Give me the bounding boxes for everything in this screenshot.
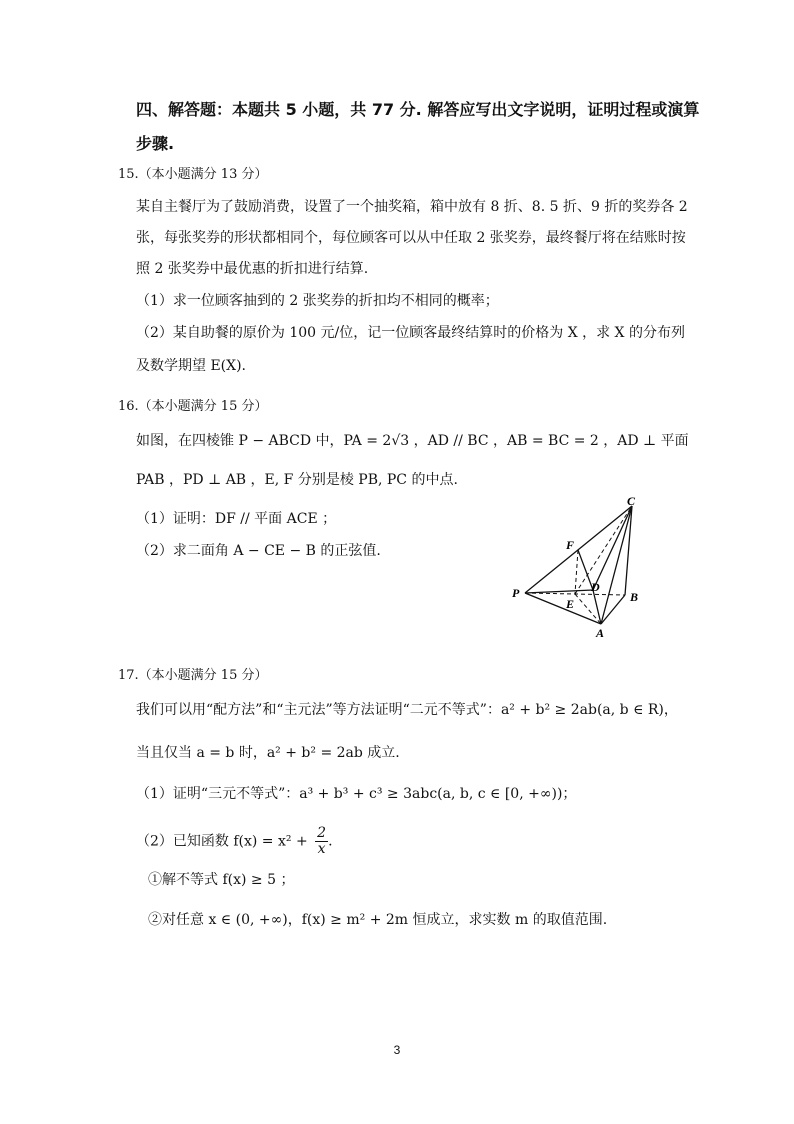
- q17-subpart1: ①解不等式 f(x) ≥ 5 ；: [148, 872, 295, 888]
- q16-heading: 16.（本小题满分 15 分）: [118, 399, 268, 414]
- label-a: A: [596, 626, 605, 640]
- q15-text-line3: 照 2 张奖券中最优惠的折扣进行结算.: [136, 261, 369, 277]
- q17-subpart2: ②对任意 x ∈ (0, +∞)，f(x) ≥ m² + 2m 恒成立，求实数 m 的取值范围.: [148, 912, 608, 928]
- q17-part2: [136, 826, 333, 857]
- q17-heading: 17.（本小题满分 15 分）: [118, 668, 268, 683]
- label-f: F: [566, 538, 575, 552]
- label-c: C: [627, 495, 636, 508]
- section-heading-line2: 步骤.: [136, 134, 175, 153]
- q15-text-line2: 张，每张奖券的形状都相同个，每位顾客可以从中任取 2 张奖券，最终餐厅将在结账时按: [136, 230, 686, 246]
- edge-pa: [525, 593, 601, 624]
- edge-ad: [593, 590, 601, 624]
- q16-text-line1: 如图，在四棱锥 P − ABCD 中，PA = 2√3 ，AD // BC ，AB = BC = 2 ，AD ⊥ 平面: [136, 433, 689, 449]
- q16-part2: （2）求二面角 A − CE − B 的正弦值.: [136, 543, 381, 559]
- label-b: B: [630, 590, 639, 604]
- q15-part1: （1）求一位顾客抽到的 2 张奖券的折扣均不相同的概率；: [136, 293, 499, 309]
- q17-text-line2: 当且仅当 a = b 时，a² + b² = 2ab 成立.: [136, 745, 400, 761]
- edge-pd: [525, 590, 593, 593]
- q15-part2-cont: 及数学期望 E(X).: [136, 358, 247, 374]
- page-number: 3: [393, 1043, 401, 1057]
- q16-text-line2: PAB ，PD ⊥ AB ，E, F 分别是棱 PB, PC 的中点.: [136, 472, 458, 488]
- section-heading-line1: 四、解答题：本题共 5 小题，共 77 分. 解答应写出文字说明，证明过程或演算: [136, 100, 700, 119]
- edge-fe-hidden: [575, 550, 578, 594]
- period: .: [328, 833, 333, 850]
- fraction-numerator: 2: [317, 825, 327, 841]
- label-d: D: [591, 580, 600, 594]
- q17-part1: （1）证明“三元不等式”：a³ + b³ + c³ ≥ 3abc(a, b, c ∈ [0, +∞))；: [136, 786, 577, 802]
- q15-heading: 15.（本小题满分 13 分）: [118, 167, 268, 182]
- label-p: P: [512, 586, 520, 600]
- edge-pc: [525, 506, 632, 593]
- q15-text-line1: 某自主餐厅为了鼓励消费，设置了一个抽奖箱，箱中放有 8 折、8. 5 折、9 折的奖券各 2: [136, 199, 688, 215]
- q16-part1: （1）证明：DF // 平面 ACE ；: [136, 511, 337, 527]
- pyramid-figure: [505, 495, 665, 645]
- fraction: [315, 826, 328, 857]
- fraction-denominator: x: [317, 841, 326, 857]
- q15-part2: （2）某自助餐的原价为 100 元/位，记一位顾客最终结算时的价格为 X ，求 X 的分布列: [136, 325, 685, 341]
- edge-ec-hidden: [575, 506, 632, 594]
- label-e: E: [566, 597, 575, 611]
- q17-part2-text: （2）已知函数 f(x) = x² +: [136, 833, 308, 850]
- q17-text-line1: 我们可以用“配方法”和“主元法”等方法证明“二元不等式”：a² + b² ≥ 2ab(a, b ∈ R)，: [136, 702, 678, 718]
